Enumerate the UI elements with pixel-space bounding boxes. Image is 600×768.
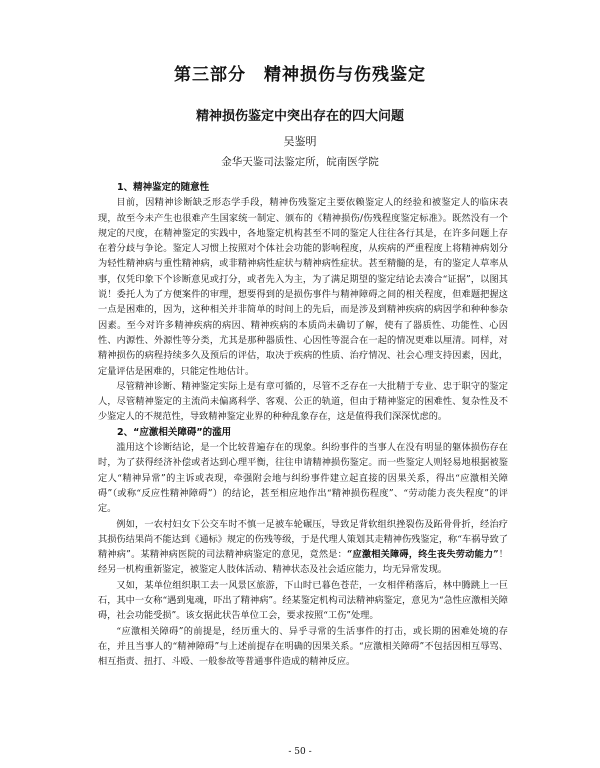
example-1-text-end: ！经另一机构重新鉴定，被鉴定人肢体活动、精神状态及社会适应能力，均无异常发现。 xyxy=(98,549,508,576)
affiliation: 金华天鉴司法鉴定所，皖南医学院 xyxy=(221,156,379,168)
part-title: 第三部分 精神损伤与伤残鉴定 xyxy=(174,65,426,85)
article-body xyxy=(98,180,508,670)
paragraph: 目前，因精神诊断缺乏形态学手段，精神伤残鉴定主要依赖鉴定人的经验和被鉴定人的临床表现，故至今未产生也很难产生国家统一制定、颁布的《精神损伤/伤残程度鉴定标准》。既然没有一个规定的尺度，在精神鉴定的实践中，各地鉴定机构甚至不同的鉴定人往往各行其是，在许多问题上存在着分歧与争论。鉴定人习惯上按照对个体社会功能的影响程度，从疾病的严重程度上将精神病划分为轻性精神病与重性精神病，或非精神病性症状与精神病性症状。甚至精髓的是，有的鉴定人草率从事，仅凭印象下个诊断意见或打分，或者先入为主，为了满足期望的鉴定结论去凑合“证据”，以图其说！委托人为了方便案件的审理，想要得到的是损伤事件与精神障碍之间的相关程度，但难题把握这一点是困难的，因为，这种相关并非简单的时间上的先后，而是涉及到精神疾病的病因学和种种参杂因素。至今对许多精神疾病的病因、精神疾病的本质尚未确切了解，使有了器质性、功能性、心因性、内源性、外源性等分类，尤其是那种器质性、心因性等混合在一起的情况更难以厘清。同样，对精神损伤的病程持续多久及预后的评估，取决于疾病的性质、治疗情况、社会心理支持因素，因此，定量评估是困难的，只能定性地估计。 xyxy=(98,197,508,377)
paragraph-example-2: 又如，某单位组织职工去一风景区旅游，下山时已暮色苍茫，一女相伴稍落后，林中腾跳上一巨石，其中一女称“遇到鬼魂，吓出了精神病”。经某鉴定机构司法精神病鉴定，意见为“急性应激相关障碍，社会功能受损”。该女据此状告单位工会，要求按照“工伤”处理。 xyxy=(98,579,508,622)
section-heading: 1、精神鉴定的随意性 xyxy=(117,182,210,193)
paragraph: 尽管精神诊断、精神鉴定实际上是有章可循的，尽管不乏存在一大批精于专业、忠于职守的鉴定人，尽管精神鉴定的主流尚未偏离科学、客观、公正的轨道，但由于精神鉴定的困难性、复杂性及不少鉴定人的不规范性，导致精神鉴定业界的种种乱象存在，这是值得我们深深忧虑的。 xyxy=(98,380,508,423)
example-1-bold-conclusion: “应激相关障碍，终生丧失劳动能力” xyxy=(347,549,499,561)
paragraph: “应激相关障碍”的前提是，经历重大的、异乎寻常的生活事件的打击，或长期的困难处境的存在，并且当事人的“精神障碍”与上述前提存在明确的因果关系。“应激相关障碍”不包括因相互辱骂、相互指责、扭打、斗殴、一般参故等普通事件造成的精神反应。 xyxy=(98,625,508,668)
author: 吴鉴明 xyxy=(283,135,317,148)
page-number: - 50 - xyxy=(288,747,312,757)
section-heading: 2、“应激相关障碍”的滥用 xyxy=(117,426,232,438)
paragraph: 滥用这个诊断结论，是一个比较普遍存在的现象。纠纷事件的当事人在没有明显的躯体损伤存在时，为了获得经济补偿或者达到心理平衡，往往申请精神损伤鉴定。而一些鉴定人则轻易地根据被鉴定人“精神异常”的主诉或表现，牵强附会地与纠纷事件建立起直接的因果关系，得出“应激相关障碍”（或称“反应性精神障碍”）的结论，甚至相应地作出“精神损伤程度”、“劳动能力丧失程度”的评定。 xyxy=(98,442,508,515)
paragraph-example-1 xyxy=(98,517,508,578)
article-title: 精神损伤鉴定中突出存在的四大问题 xyxy=(195,109,404,124)
example-1-text: 例如，一农村妇女下公交车时不慎一足被车轮碾压，导致足背软组织挫裂伤及跖骨骨折，经治疗其损伤结果尚不能达到《通标》规定的伤残等级，于是代理人策划其走精神伤残鉴定，称“车祸导致了精神病”。某精神病医院的司法精神病鉴定的意见，竟然是： xyxy=(98,518,508,561)
